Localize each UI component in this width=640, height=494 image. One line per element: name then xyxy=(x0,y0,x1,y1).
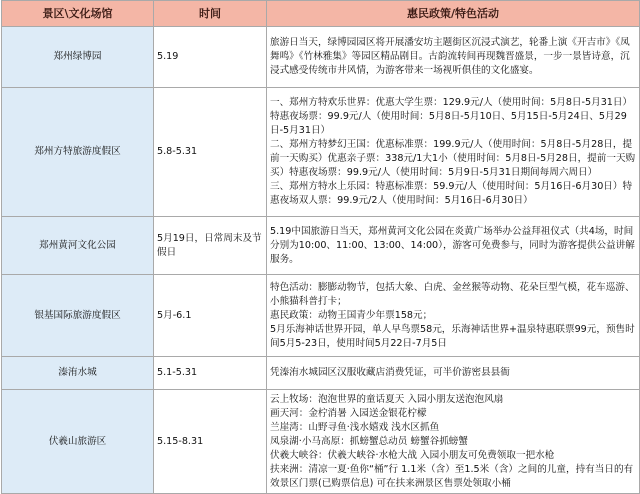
venue-cell: 郑州黄河文化公园 xyxy=(2,217,154,275)
policy-table xyxy=(1,0,640,494)
header-venue: 景区\文化场馆 xyxy=(2,1,154,27)
table-row xyxy=(2,275,640,357)
policy-line: 扶来洲：清凉一夏·鱼你“桶”行 1.1米（含）至1.5米（含）之间的儿童，持有当日的有效景区门票(已购票信息) 可在扶来洲景区售票处领取小桶 xyxy=(270,463,634,489)
policy-line: 凤泉湖·小马高原：抓螃蟹总动员 螃蟹谷抓螃蟹 xyxy=(270,435,468,447)
table-header-row xyxy=(2,1,640,27)
policy-cell xyxy=(267,88,640,217)
policy-line: 一、郑州方特欢乐世界：优惠大学生票：129.9元/人（使用时间：5月8日-5月31日）特惠夜场票：99.9元/人（使用时间：5月8日-5月10日、5月15日-5月24日、5月29日-5月31日） xyxy=(270,97,633,136)
policy-line: 云上牧场：泡泡世界的童话夏天 入园小朋友送泡泡风扇 xyxy=(270,393,504,405)
policy-line: 兰崖湾：山野寻鱼·浅水嬉戏 浅水区抓鱼 xyxy=(270,421,440,433)
time-cell: 5.8-5.31 xyxy=(154,88,267,217)
table-row xyxy=(2,357,640,390)
policy-line: 惠民政策：动物王国青少年票158元； xyxy=(270,309,433,321)
time-cell: 5月19日，日常周末及节假日 xyxy=(154,217,267,275)
venue-cell: 溱洧水城 xyxy=(2,357,154,390)
time-cell: 5.15-8.31 xyxy=(154,390,267,494)
policy-line: 凭溱洧水城园区汉服收藏店消费凭证，可半价游密县县衙 xyxy=(270,367,510,378)
venue-cell: 郑州绿博园 xyxy=(2,27,154,88)
time-cell: 5.1-5.31 xyxy=(154,357,267,390)
header-policy: 惠民政策/特色活动 xyxy=(267,1,640,27)
policy-line: 特色活动：膨膨动物节，包括大象、白虎、金丝猴等动物、花朵巨型气模，花车巡游、小熊猫科普打卡； xyxy=(270,281,635,307)
venue-cell: 银基国际旅游度假区 xyxy=(2,275,154,357)
policy-line: 画天河：金柠消暑 入园送金银花柠檬 xyxy=(270,407,427,419)
policy-cell xyxy=(267,390,640,494)
table-row xyxy=(2,27,640,88)
header-time: 时间 xyxy=(154,1,267,27)
policy-line: 三、郑州方特水上乐园：特惠标准票：59.9元/人（使用时间：5月16日-6月30日）特惠夜场双人票：99.9元/2人（使用时间：5月16日-6月30日） xyxy=(270,181,633,206)
venue-cell: 郑州方特旅游度假区 xyxy=(2,88,154,217)
policy-line: 旅游日当天，绿博园园区将开展潘安坊主题街区沉浸式演艺，轮番上演《开吉市》《凤舞鸣》《竹林雅集》等园区精品剧目。古韵流转间再现魏晋盛景，一步一景皆诗意，沉浸式感受传统市井风情，为游客带来一场视听俱佳的文化盛宴。 xyxy=(270,37,630,76)
table-row xyxy=(2,390,640,494)
policy-line: 5.19中国旅游日当天，郑州黄河文化公园在炎黄广场举办公益拜祖仪式（共4场，时间分别为10:00、11:00、13:00、14:00），游客可免费参与，同时为游客提供公益讲解服务。 xyxy=(270,225,635,265)
venue-cell: 伏羲山旅游区 xyxy=(2,390,154,494)
policy-cell xyxy=(267,357,640,390)
policy-cell xyxy=(267,275,640,357)
time-cell: 5月-6.1 xyxy=(154,275,267,357)
policy-line: 二、郑州方特梦幻王国：优惠标准票：199.9元/人（使用时间：5月8日-5月28日，提前一天购买）优惠亲子票：338元/1大1小（使用时间：5月8日-5月28日，提前一天购买）特惠夜场票：99.9元/人（使用时间：5月9日-5月31日期间每周六周日） xyxy=(270,139,636,178)
policy-line: 5月乐海神话世界开园，单人早鸟票58元，乐海神话世界+温泉特惠联票99元，预售时间5月5-23日，使用时间5月22日-7月5日 xyxy=(270,323,635,349)
table-row xyxy=(2,217,640,275)
policy-cell xyxy=(267,27,640,88)
table-row xyxy=(2,88,640,217)
policy-cell xyxy=(267,217,640,275)
policy-line: 伏羲大峡谷：伏羲大峡谷·水枪大战 入园小朋友可免费领取一把水枪 xyxy=(270,449,555,461)
time-cell: 5.19 xyxy=(154,27,267,88)
